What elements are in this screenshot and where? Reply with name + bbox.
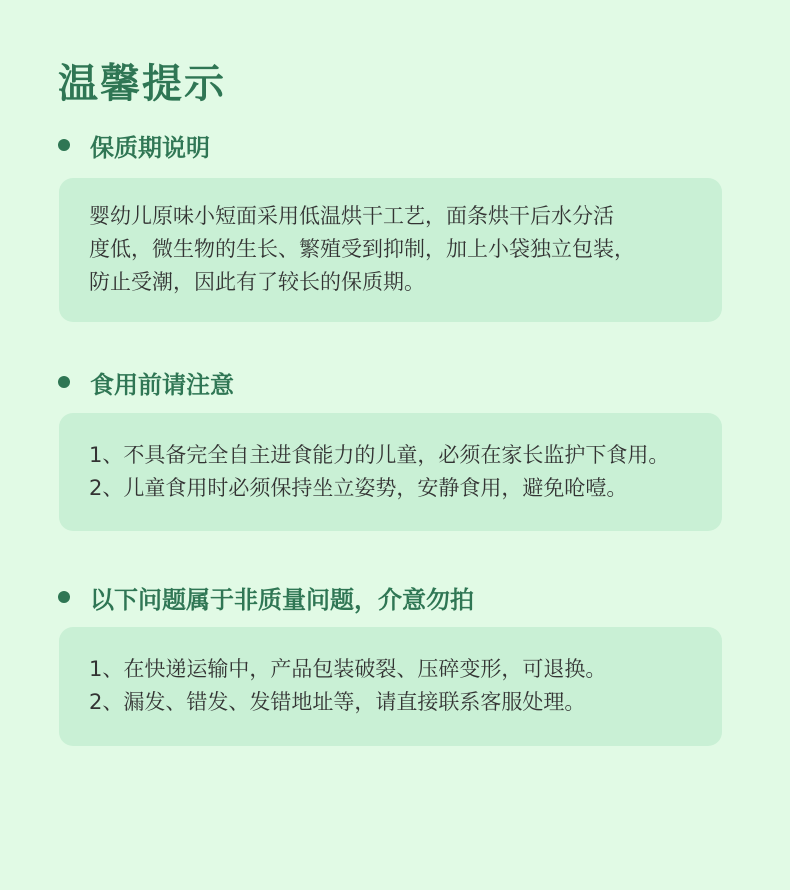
- card-text-line: 2、漏发、错发、发错地址等，请直接联系客服处理。: [89, 690, 586, 714]
- section-heading-text: 保质期说明: [90, 133, 210, 162]
- section-heading-non-quality: [58, 581, 474, 613]
- section-heading-before-eating: [58, 366, 234, 398]
- section-heading-shelf-life: [58, 129, 210, 161]
- page-title: 温馨提示: [58, 61, 226, 107]
- non-quality-card: [59, 627, 722, 746]
- before-eating-card: [59, 413, 722, 531]
- card-text-line: 1、在快递运输中，产品包装破裂、压碎变形，可退换。: [89, 657, 607, 681]
- card-text-line: 婴幼儿原味小短面采用低温烘干工艺，面条烘干后水分活: [89, 204, 614, 228]
- shelf-life-card: [59, 178, 722, 322]
- card-text-line: 度低，微生物的生长、繁殖受到抑制，加上小袋独立包装，: [89, 237, 635, 261]
- section-heading-text: 以下问题属于非质量问题，介意勿拍: [90, 585, 474, 614]
- card-text-line: 防止受潮，因此有了较长的保质期。: [89, 270, 425, 294]
- card-text-line: 1、不具备完全自主进食能力的儿童，必须在家长监护下食用。: [89, 443, 670, 467]
- bullet-dot-icon: [58, 591, 70, 603]
- bullet-dot-icon: [58, 139, 70, 151]
- card-text-line: 2、儿童食用时必须保持坐立姿势，安静食用，避免呛噎。: [89, 476, 628, 500]
- section-heading-text: 食用前请注意: [90, 370, 234, 399]
- bullet-dot-icon: [58, 376, 70, 388]
